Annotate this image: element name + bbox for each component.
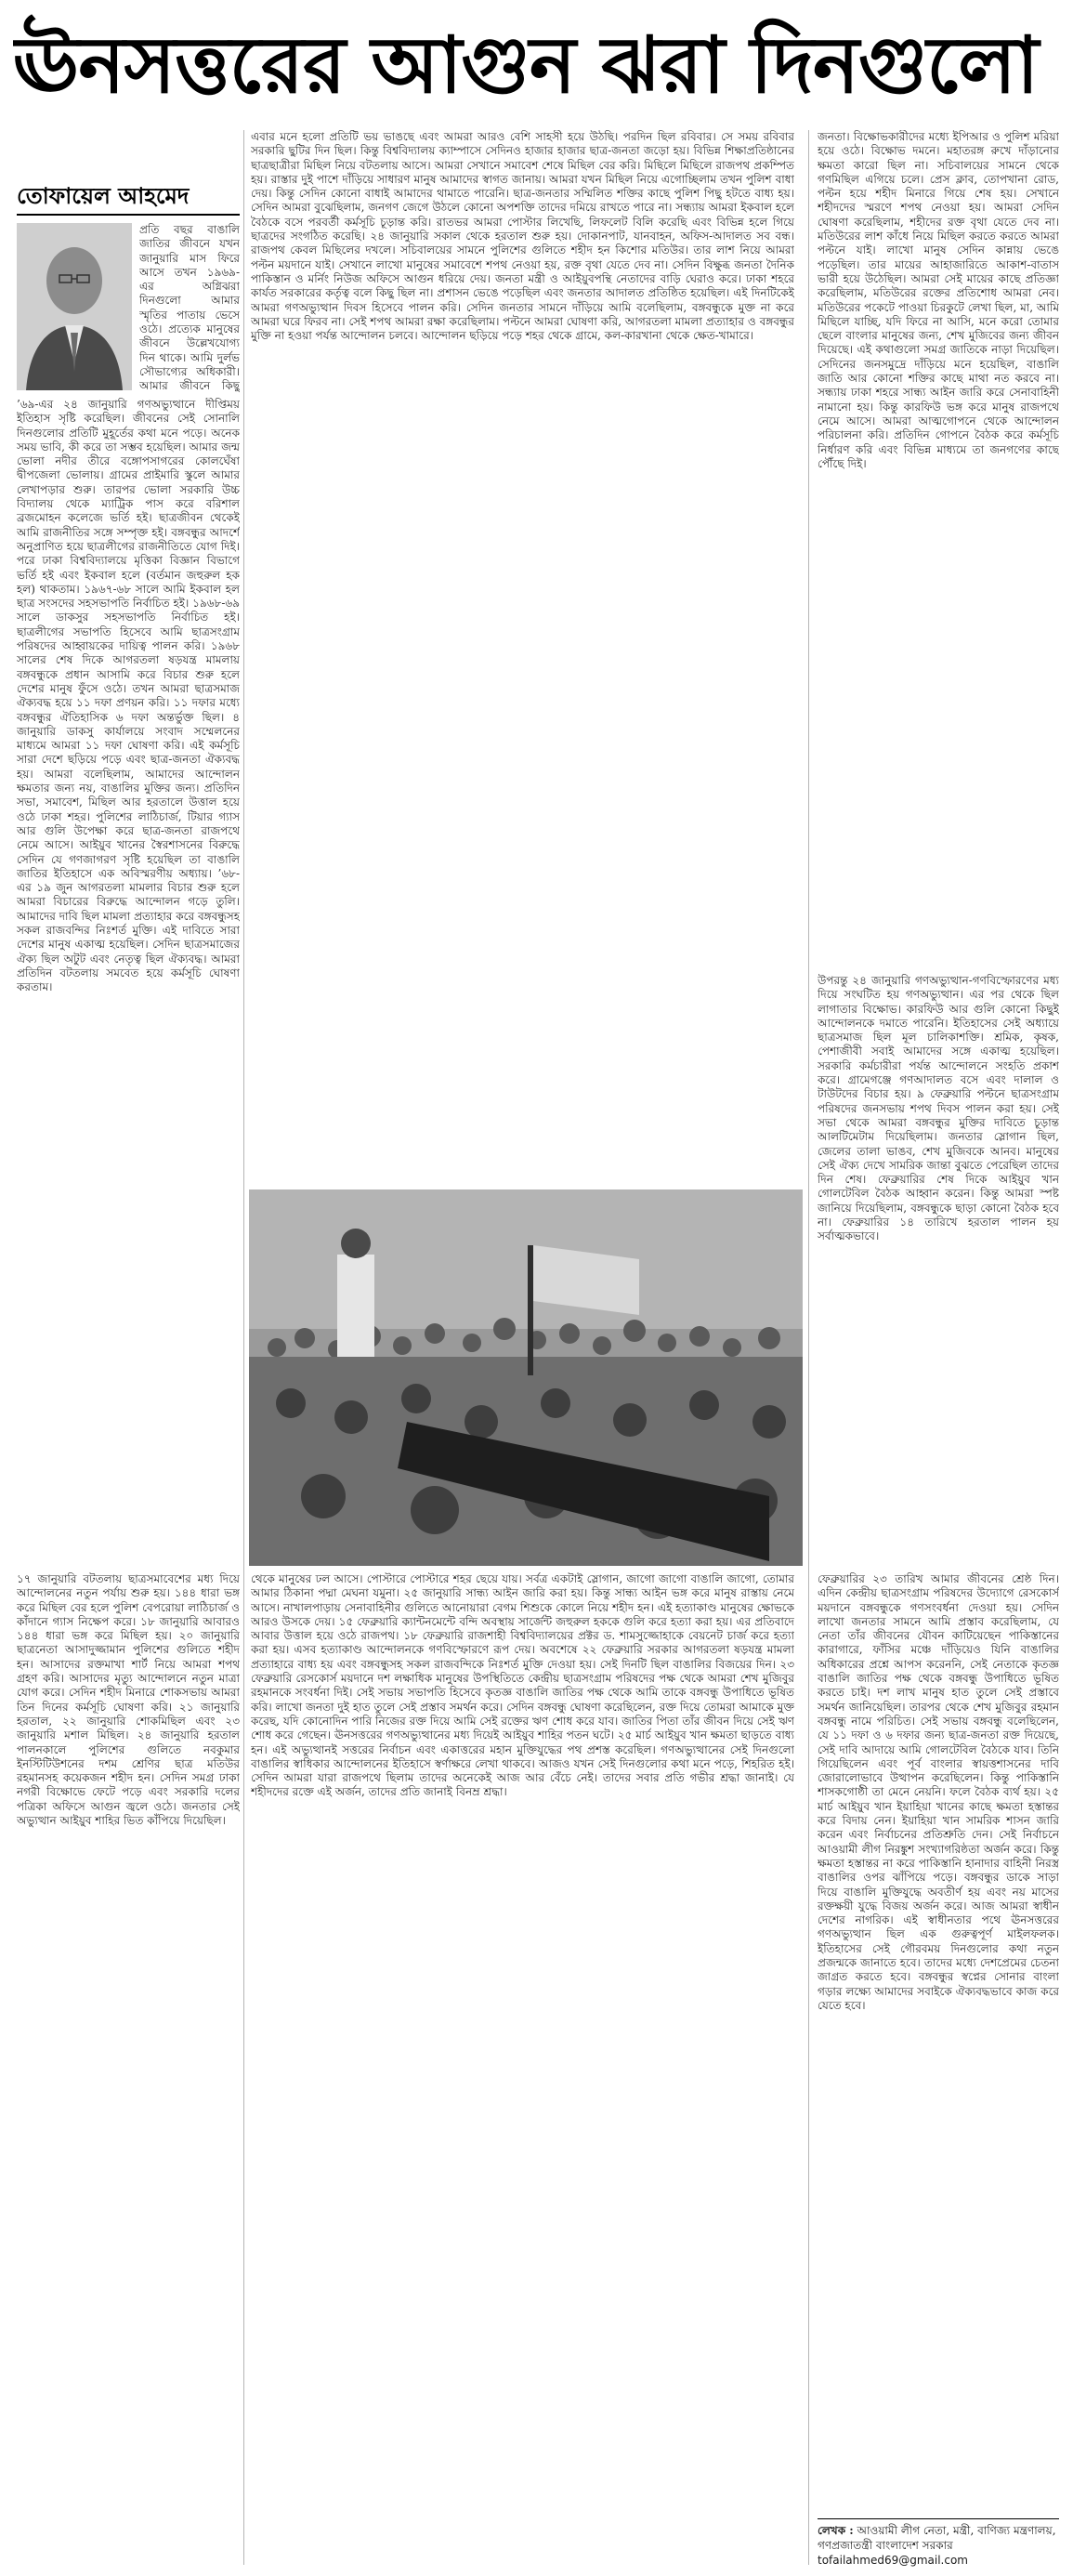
author-note	[818, 2523, 1059, 2568]
column-3-middle	[818, 974, 1059, 1561]
paragraph: প্রতি বছর বাঙালি জাতির জীবনে যখন জানুয়ারি মাস ফিরে আসে তখন ১৯৬৯-এর অগ্নিঝরা দিনগুলো আমার স্মৃতির পাতায় ভেসে ওঠে। প্রত্যেক মানুষের জীবনে উল্লেখযোগ্য দিন থাকে। আমি দুর্লভ সৌভাগ্যের অধিকারী। আমার জীবনে কিছু	[139, 223, 240, 392]
column-1-intro	[139, 223, 240, 392]
column-2-bottom	[251, 1572, 794, 2567]
paragraph: উপরন্তু ২৪ জানুয়ারি গণঅভ্যুত্থান-গণবিস্ফোরণের মধ্য দিয়ে সংঘটিত হয় গণঅভ্যুত্থান। এর পর থেকে ছিল লাগাতার বিক্ষোভ। কারফিউ আর গুলি কোনো কিছুই আন্দোলনকে দমাতে পারেনি। ইতিহাসের সেই অধ্যায়ে ছাত্রসমাজ ছিল মূল চালিকাশক্তি। শ্রমিক, কৃষক, পেশাজীবী সবাই আমাদের সঙ্গে একাত্ম হয়েছিল। সরকারি কর্মচারীরা পর্যন্ত আন্দোলনে সংহতি প্রকাশ করে। গ্রামেগঞ্জে গণআদালত বসে এবং দালাল ও টাউটদের বিচার হয়। ৯ ফেব্রুয়ারি পল্টনে ছাত্রসংগ্রাম পরিষদের জনসভায় শপথ দিবস পালন করা হয়। সেই সভা থেকে আমরা বঙ্গবন্ধুর মুক্তির দাবিতে চূড়ান্ত আলটিমেটাম দিয়েছিলাম। জনতার স্লোগান ছিল, জেলের তালা ভাঙব, শেখ মুজিবকে আনব। মানুষের সেই ঐক্য দেখে সামরিক জান্তা বুঝতে পেরেছিল তাদের দিন শেষ। ফেব্রুয়ারির শেষ দিকে আইয়ুব খান গোলটেবিল বৈঠক আহ্বান করেন। কিন্তু আমরা স্পষ্ট জানিয়ে দিয়েছিলাম, বঙ্গবন্ধুকে ছাড়া কোনো বৈঠক হবে না। ফেব্রুয়ারির ১৪ তারিখে হরতাল পালন হয় সর্বাত্মকভাবে।	[818, 974, 1059, 1243]
paragraph: এবার মনে হলো প্রতিটি ভয় ভাঙছে এবং আমরা আরও বেশি সাহসী হয়ে উঠছি। পরদিন ছিল রবিবার। সে সময় রবিবার সরকারি ছুটির দিন ছিল। কিন্তু বিশ্ববিদ্যালয় ক্যাম্পাসে সেদিনও হাজার হাজার ছাত্র-জনতা জড়ো হয়। বিভিন্ন শিক্ষাপ্রতিষ্ঠানের ছাত্রছাত্রীরা মিছিল নিয়ে বটতলায় আসে। আমরা সেখানে সমাবেশ শেষে মিছিল বের করি। মিছিলে মিছিলে রাজপথ প্রকম্পিত হয়। রাস্তার দুই পাশে দাঁড়িয়ে সাধারণ মানুষ আমাদের স্বাগত জানায়। আমরা যখন মিছিল নিয়ে এগোচ্ছিলাম তখন পুলিশ বাধা দেয়। কিন্তু সেদিন কোনো বাধাই আমাদের থামাতে পারেনি। ছাত্র-জনতার সম্মিলিত শক্তির কাছে পুলিশ পিছু হটতে বাধ্য হয়। সেদিন আমরা বুঝেছিলাম, জনগণ জেগে উঠলে কোনো অপশক্তি তাদের দমিয়ে রাখতে পারে না। সন্ধ্যায় আমরা ইকবাল হলে বৈঠকে বসে পরবর্তী কর্মসূচি চূড়ান্ত করি। রাতভর আমরা পোস্টার লিখেছি, লিফলেট বিলি করেছি এবং বিভিন্ন হলে গিয়ে ছাত্রদের সংগঠিত করেছি। ২৪ জানুয়ারি সকাল থেকে হরতাল শুরু হয়। দোকানপাট, যানবাহন, অফিস-আদালত সব বন্ধ। রাজপথ কেবল মিছিলের দখলে। সচিবালয়ের সামনে পুলিশের গুলিতে শহীদ হন কিশোর মতিউর। তার লাশ নিয়ে আমরা পল্টন ময়দানে যাই। সেখানে লাখো মানুষের সমাবেশে শপথ নেওয়া হয়, রক্ত বৃথা যেতে দেব না। সেদিন বিক্ষুব্ধ জনতা দৈনিক পাকিস্তান ও মর্নিং নিউজ অফিসে আগুন ধরিয়ে দেয়। জনতা মন্ত্রী ও আইয়ুবপন্থি নেতাদের বাড়ি ঘেরাও করে। ঢাকা শহরে কার্যত সরকারের কর্তৃত্ব বলে কিছু ছিল না। প্রশাসন ভেঙে পড়েছিল এবং জনতার আদালত প্রতিষ্ঠিত হয়েছিল। এই দিনটিকেই আমরা গণঅভ্যুত্থান দিবস হিসেবে পালন করি। সেদিন জনতার সামনে দাঁড়িয়ে আমি বলেছিলাম, বঙ্গবন্ধুকে মুক্ত না করে আমরা ঘরে ফিরব না। সেই শপথ আমরা রক্ষা করেছিলাম। পল্টনে আমরা ঘোষণা করি, আগরতলা মামলা প্রত্যাহার ও বঙ্গবন্ধুর মুক্তি না হওয়া পর্যন্ত আন্দোলন চলবে। আন্দোলন ছড়িয়ে পড়ে শহর থেকে গ্রামে, কল-কারখানা থেকে ক্ষেত-খামারে।	[251, 130, 794, 343]
paragraph: ’৬৯-এর ২৪ জানুয়ারি গণঅভ্যুত্থানে দীপ্তিময় ইতিহাস সৃষ্টি করেছিল। জীবনের সেই সোনালি দিনগুলোর প্রতিটি মুহূর্তের কথা মনে পড়ে। অনেক সময় ভাবি, কী করে তা সম্ভব হয়েছিল। আমার জন্ম ভোলা নদীর তীরে বঙ্গোপসাগরের কোলঘেঁষা দ্বীপজেলা ভোলায়। গ্রামের প্রাইমারি স্কুলে আমার লেখাপড়ার শুরু। তারপর ভোলা সরকারি উচ্চ বিদ্যালয় থেকে ম্যাট্রিক পাস করে বরিশাল ব্রজমোহন কলেজে ভর্তি হই। ছাত্রজীবন থেকেই আমি রাজনীতির সঙ্গে সম্পৃক্ত হই। বঙ্গবন্ধুর আদর্শে অনুপ্রাণিত হয়ে ছাত্রলীগের রাজনীতিতে যোগ দিই। পরে ঢাকা বিশ্ববিদ্যালয়ে মৃত্তিকা বিজ্ঞান বিভাগে ভর্তি হই এবং ইকবাল হলে (বর্তমান জহুরুল হক হল) থাকতাম। ১৯৬৭-৬৮ সালে আমি ইকবাল হল ছাত্র সংসদের সহসভাপতি নির্বাচিত হই। ১৯৬৮-৬৯ সালে ডাকসুর সহসভাপতি নির্বাচিত হই। ছাত্রলীগের সভাপতি হিসেবে আমি ছাত্রসংগ্রাম পরিষদের আহ্বায়কের দায়িত্ব পালন করি। ১৯৬৮ সালের শেষ দিকে আগরতলা ষড়যন্ত্র মামলায় বঙ্গবন্ধুকে প্রধান আসামি করে বিচার শুরু হলে দেশের মানুষ ফুঁসে ওঠে। তখন আমরা ছাত্রসমাজ ঐক্যবদ্ধ হয়ে ১১ দফা প্রণয়ন করি। ১১ দফার মধ্যে বঙ্গবন্ধুর ঐতিহাসিক ৬ দফা অন্তর্ভুক্ত ছিল। ৪ জানুয়ারি ডাকসু কার্যালয়ে সংবাদ সম্মেলনের মাধ্যমে আমরা ১১ দফা ঘোষণা করি। এই কর্মসূচি সারা দেশে ছড়িয়ে পড়ে এবং ছাত্র-জনতা ঐক্যবদ্ধ হয়। আমরা বলেছিলাম, আমাদের আন্দোলন ক্ষমতার জন্য নয়, বাঙালির মুক্তির জন্য। প্রতিদিন সভা, সমাবেশ, মিছিল আর হরতালে উত্তাল হয়ে ওঠে ঢাকা শহর। পুলিশের লাঠিচার্জ, টিয়ার গ্যাস আর গুলি উপেক্ষা করে ছাত্র-জনতা রাজপথে নেমে আসে। আইয়ুব খানের স্বৈরশাসনের বিরুদ্ধে সেদিন যে গণজাগরণ সৃষ্টি হয়েছিল তা বাঙালি জাতির ইতিহাসে এক অবিস্মরণীয় অধ্যায়। ’৬৮-এর ১৯ জুন আগরতলা মামলার বিচার শুরু হলে আমরা বিচারের বিরুদ্ধে আন্দোলন গড়ে তুলি। আমাদের দাবি ছিল মামলা প্রত্যাহার করে বঙ্গবন্ধুসহ সকল রাজবন্দির নিঃশর্ত মুক্তি। এই দাবিতে সারা দেশের মানুষ একাত্ম হয়েছিল। সেদিন ছাত্রসমাজের ঐক্য ছিল অটুট এবং নেতৃত্ব ছিল ঐক্যবদ্ধ। আমরা প্রতিদিন বটতলায় সমবেত হয়ে কর্মসূচি ঘোষণা করতাম।	[17, 398, 240, 994]
byline-rule	[17, 214, 240, 216]
column-separator	[808, 130, 809, 2565]
author-portrait-icon	[17, 223, 132, 390]
column-separator	[243, 130, 244, 2565]
byline-block	[17, 182, 240, 210]
paragraph: জনতা। বিক্ষোভকারীদের মধ্যে ইপিআর ও পুলিশ মরিয়া হয়ে ওঠে। বিক্ষোভ দমনে। মহাতরঙ্গ রুখে দাঁড়ানোর ক্ষমতা কারো ছিল না। সচিবালয়ের সামনে থেকে গণমিছিল এগিয়ে চলে। প্রেস ক্লাব, তোপখানা রোড, পল্টন হয়ে শহীদ মিনারে গিয়ে শেষ হয়। সেখানে শহীদদের স্মরণে শপথ নেওয়া হয়। আমরা সেদিন ঘোষণা করেছিলাম, শহীদের রক্ত বৃথা যেতে দেব না। মতিউরের লাশ কাঁধে নিয়ে মিছিল করতে করতে আমরা পল্টনে যাই। লাখো মানুষ সেদিন কান্নায় ভেঙে পড়েছিল। তার মায়ের আহাজারিতে আকাশ-বাতাস ভারী হয়ে উঠেছিল। আমরা সেই মায়ের কাছে প্রতিজ্ঞা করেছিলাম, মতিউরের রক্তের প্রতিশোধ আমরা নেব। মতিউরের পকেটে পাওয়া চিরকুটে লেখা ছিল, মা, আমি মিছিলে যাচ্ছি, যদি ফিরে না আসি, মনে করো তোমার ছেলে বাংলার মানুষের জন্য, শেখ মুজিবের জন্য জীবন দিয়েছে। এই কথাগুলো সমগ্র জাতিকে নাড়া দিয়েছিল। সেদিনের জনসমুদ্রে দাঁড়িয়ে মনে হয়েছিল, বাঙালি জাতি আর কোনো শক্তির কাছে মাথা নত করবে না। সন্ধ্যায় ঢাকা শহরে সান্ধ্য আইন জারি করে সেনাবাহিনী নামানো হয়। কিন্তু কারফিউ ভঙ্গ করে মানুষ রাজপথে নেমে আসে। আমরা আত্মগোপনে থেকে আন্দোলন পরিচালনা করি। প্রতিদিন গোপনে বৈঠক করে কর্মসূচি নির্ধারণ করি এবং বিভিন্ন মাধ্যমে তা জনগণের কাছে পৌঁছে দিই।	[818, 130, 1059, 470]
author-note-text: আওয়ামী লীগ নেতা, মন্ত্রী, বাণিজ্য মন্ত্রণালয়, গণপ্রজাতন্ত্রী বাংলাদেশ সরকার	[818, 2524, 1056, 2552]
author-note-rule	[818, 2518, 1059, 2519]
author-photo	[17, 223, 132, 390]
paragraph: ১৭ জানুয়ারি বটতলায় ছাত্রসমাবেশের মধ্য দিয়ে আন্দোলনের নতুন পর্যায় শুরু হয়। ১৪৪ ধারা ভঙ্গ করে মিছিল বের হলে পুলিশ বেপরোয়া লাঠিচার্জ ও কাঁদানে গ্যাস নিক্ষেপ করে। ১৮ জানুয়ারি আবারও ১৪৪ ধারা ভঙ্গ করে মিছিল হয়। ২০ জানুয়ারি ছাত্রনেতা আসাদুজ্জামান পুলিশের গুলিতে শহীদ হন। আসাদের রক্তমাখা শার্ট নিয়ে আমরা শপথ গ্রহণ করি। আসাদের মৃত্যু আন্দোলনে নতুন মাত্রা যোগ করে। সেদিন শহীদ মিনারে শোকসভায় আমরা তিন দিনের কর্মসূচি ঘোষণা করি। ২১ জানুয়ারি হরতাল, ২২ জানুয়ারি শোকমিছিল এবং ২৩ জানুয়ারি মশাল মিছিল। ২৪ জানুয়ারি হরতাল পালনকালে পুলিশের গুলিতে নবকুমার ইনস্টিটিউশনের দশম শ্রেণির ছাত্র মতিউর রহমানসহ কয়েকজন শহীদ হন। সেদিন সমগ্র ঢাকা নগরী বিক্ষোভে ফেটে পড়ে এবং সরকারি দলের পত্রিকা অফিসে আগুন জ্বলে ওঠে। জনতার সেই অভ্যুত্থান আইয়ুব শাহির ভিত কাঁপিয়ে দিয়েছিল।	[17, 1572, 240, 1828]
paragraph: ফেব্রুয়ারির ২৩ তারিখ আমার জীবনের শ্রেষ্ঠ দিন। এদিন কেন্দ্রীয় ছাত্রসংগ্রাম পরিষদের উদ্যোগে রেসকোর্স ময়দানে বঙ্গবন্ধুকে গণসংবর্ধনা দেওয়া হয়। সেদিন লাখো জনতার সামনে আমি প্রস্তাব করেছিলাম, যে নেতা তাঁর জীবনের যৌবন কাটিয়েছেন পাকিস্তানের কারাগারে, ফাঁসির মঞ্চে দাঁড়িয়েও যিনি বাঙালির অধিকারের প্রশ্নে আপস করেননি, সেই নেতাকে কৃতজ্ঞ বাঙালি জাতির পক্ষ থেকে বঙ্গবন্ধু উপাধিতে ভূষিত করতে চাই। দশ লাখ মানুষ হাত তুলে সেই প্রস্তাবে সমর্থন জানিয়েছিল। তারপর থেকে শেখ মুজিবুর রহমান বঙ্গবন্ধু নামে পরিচিত। সেই সভায় বঙ্গবন্ধু বলেছিলেন, যে ১১ দফা ও ৬ দফার জন্য ছাত্র-জনতা রক্ত দিয়েছে, সেই দাবি আদায়ে আমি গোলটেবিল বৈঠকে যাব। তিনি গিয়েছিলেন এবং পূর্ব বাংলার স্বায়ত্তশাসনের দাবি জোরালোভাবে উত্থাপন করেছিলেন। কিন্তু পাকিস্তানি শাসকগোষ্ঠী তা মেনে নেয়নি। ফলে বৈঠক ব্যর্থ হয়। ২৫ মার্চ আইয়ুব খান ইয়াহিয়া খানের কাছে ক্ষমতা হস্তান্তর করে বিদায় নেন। ইয়াহিয়া খান সামরিক শাসন জারি করেন এবং নির্বাচনের প্রতিশ্রুতি দেন। সেই নির্বাচনে আওয়ামী লীগ নিরঙ্কুশ সংখ্যাগরিষ্ঠতা অর্জন করে। কিন্তু ক্ষমতা হস্তান্তর না করে পাকিস্তানি হানাদার বাহিনী নিরস্ত্র বাঙালির ওপর ঝাঁপিয়ে পড়ে। বঙ্গবন্ধুর ডাকে সাড়া দিয়ে বাঙালি মুক্তিযুদ্ধে অবতীর্ণ হয় এবং নয় মাসের রক্তক্ষয়ী যুদ্ধে বিজয় অর্জন করে। আজ আমরা স্বাধীন দেশের নাগরিক। এই স্বাধীনতার পথে ঊনসত্তরের গণঅভ্যুত্থান ছিল এক গুরুত্বপূর্ণ মাইলফলক। ইতিহাসের সেই গৌরবময় দিনগুলোর কথা নতুন প্রজন্মকে জানাতে হবে। তাদের মধ্যে দেশপ্রেমের চেতনা জাগ্রত করতে হবে। বঙ্গবন্ধুর স্বপ্নের সোনার বাংলা গড়ার লক্ষ্যে আমাদের সবাইকে ঐক্যবদ্ধভাবে কাজ করে যেতে হবে।	[818, 1572, 1059, 2012]
author-email[interactable]: tofailahmed69@gmail.com	[818, 2554, 968, 2567]
headline: ঊনসত্তরের আগুন ঝরা দিনগুলো	[13, 20, 1039, 111]
author-note-prefix: লেখক :	[818, 2524, 854, 2537]
column-3-bottom	[818, 1572, 1059, 2511]
paragraph: থেকে মানুষের ঢল আসে। পোস্টারে পোস্টারে শহর ছেয়ে যায়। সর্বত্র একটাই স্লোগান, জাগো জাগো বাঙালি জাগো, তোমার আমার ঠিকানা পদ্মা মেঘনা যমুনা। ২৫ জানুয়ারি সান্ধ্য আইন জারি করা হয়। কিন্তু সান্ধ্য আইন ভঙ্গ করে মানুষ রাস্তায় নেমে আসে। নাখালপাড়ায় সেনাবাহিনীর গুলিতে আনোয়ারা বেগম শিশুকে কোলে নিয়ে শহীদ হন। এই হত্যাকাণ্ড মানুষের ক্ষোভকে আরও উসকে দেয়। ১৫ ফেব্রুয়ারি ক্যান্টনমেন্টে বন্দি অবস্থায় সার্জেন্ট জহুরুল হককে গুলি করে হত্যা করা হয়। এর প্রতিবাদে আবার উত্তাল হয়ে ওঠে রাজপথ। ১৮ ফেব্রুয়ারি রাজশাহী বিশ্ববিদ্যালয়ের প্রক্টর ড. শামসুজ্জোহাকে বেয়নেট চার্জ করে হত্যা করা হয়। এসব হত্যাকাণ্ড আন্দোলনকে গণবিস্ফোরণে রূপ দেয়। অবশেষে ২২ ফেব্রুয়ারি সরকার আগরতলা ষড়যন্ত্র মামলা প্রত্যাহারে বাধ্য হয় এবং বঙ্গবন্ধুসহ সকল রাজবন্দিকে নিঃশর্ত মুক্তি দেওয়া হয়। সেই দিনটি ছিল বাঙালির বিজয়ের দিন। ২৩ ফেব্রুয়ারি রেসকোর্স ময়দানে দশ লক্ষাধিক মানুষের উপস্থিতিতে কেন্দ্রীয় ছাত্রসংগ্রাম পরিষদের পক্ষ থেকে আমরা শেখ মুজিবুর রহমানকে সংবর্ধনা দিই। সেই সভায় সভাপতি হিসেবে কৃতজ্ঞ বাঙালি জাতির পক্ষ থেকে আমি তাকে বঙ্গবন্ধু উপাধিতে ভূষিত করি। লাখো জনতা দুই হাত তুলে সেই প্রস্তাব সমর্থন করে। সেদিন বঙ্গবন্ধু ঘোষণা করেছিলেন, রক্ত দিয়ে তোমরা আমাকে মুক্ত করেছ, যদি কোনোদিন পারি নিজের রক্ত দিয়ে আমি সেই রক্তের ঋণ শোধ করে যাব। জাতির পিতা তাঁর জীবন দিয়ে সেই ঋণ শোধ করে গেছেন। ঊনসত্তরের গণঅভ্যুত্থানের মধ্য দিয়েই আইয়ুব শাহির পতন ঘটে। ২৫ মার্চ আইয়ুব খান ক্ষমতা ছাড়তে বাধ্য হন। এই অভ্যুত্থানই সত্তরের নির্বাচন এবং একাত্তরের মহান মুক্তিযুদ্ধের পথ প্রশস্ত করেছিল। গণঅভ্যুত্থানের সেই দিনগুলো বাঙালির স্বাধিকার আন্দোলনের ইতিহাসে স্বর্ণাক্ষরে লেখা থাকবে। আজও যখন সেই দিনগুলোর কথা মনে পড়ে, শিহরিত হই। সেদিন আমরা যারা রাজপথে ছিলাম তাদের অনেকেই আজ আর বেঁচে নেই। তাদের সবার প্রতি গভীর শ্রদ্ধা জানাই। যে শহীদদের রক্তে এই অর্জন, তাদের প্রতি জানাই বিনম্র শ্রদ্ধা।	[251, 1572, 794, 1799]
crowd-rally-photo-icon	[249, 1189, 803, 1566]
column-1-continued	[17, 1572, 240, 2567]
rally-photo	[249, 1189, 803, 1566]
column-2-top	[251, 130, 794, 1182]
author-name: তোফায়েল আহমেদ	[17, 183, 190, 209]
column-3-top	[818, 130, 1059, 966]
column-1-body	[17, 398, 240, 1189]
